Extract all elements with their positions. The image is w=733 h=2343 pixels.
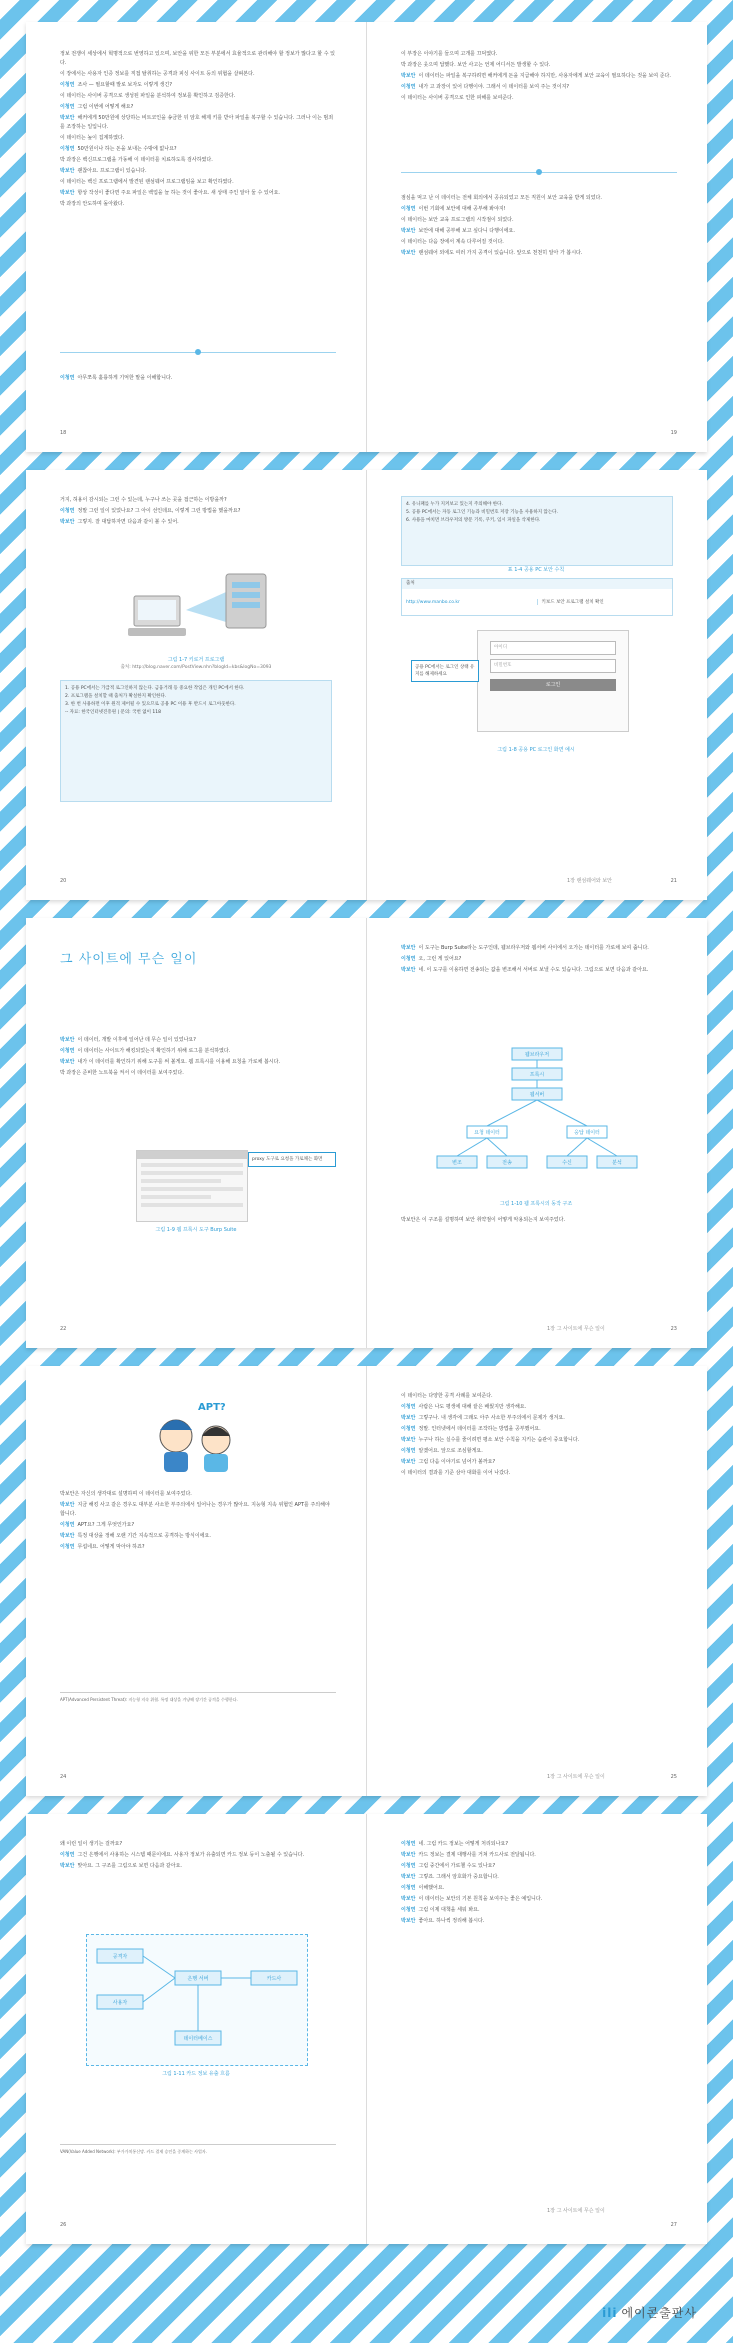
tip-item: -- 자료: 한국인터넷진흥원 | 문의: 국번 없이 118	[65, 710, 161, 715]
paragraph: 박 과장은 웃으며 답했다. 보안 사고는 언제 어디서든 발생할 수 있다.	[401, 62, 551, 68]
table-cell[interactable]: http://www.manbo.co.kr	[406, 599, 460, 605]
paragraph: 이청연 아무쪼록 훌륭하게 기억한 말을 이해합니다.	[60, 375, 173, 381]
page-body	[60, 374, 336, 385]
book-spread-3	[26, 918, 707, 1348]
paragraph: 박보안 항상 작성이 좋다면 주요 파일은 백업을 늘 하는 것이 좋아요. 새 상태 주인 알아 둘 수 있어요.	[60, 190, 280, 196]
paragraph: 이청연 조사 — 필요할때 발로 보자도 이렇게 생긴?	[60, 82, 172, 88]
paragraph: 박 과장의 안도하며 돌아왔다.	[60, 201, 125, 207]
callout-note: 공용 PC에서는 로그인 상태 유지를 해제하세요	[411, 660, 479, 682]
tip-item: 3. 한 번 사용하면 이후 원격 제어될 수 있으므로 공용 PC 이용 후 반드시 로그아웃한다.	[65, 702, 236, 707]
paragraph: 이 데이터는 높이 집계하였다.	[60, 135, 125, 141]
paragraph: 이 데이터는 백신 프로그램에서 발견된 랜섬웨어 프로그램임을 보고 확인하였다.	[60, 179, 234, 185]
running-head: 1장 랜섬웨어와 보안	[567, 878, 613, 884]
paragraph: 박보안 보안에 대해 공부해 보고 싶다니 다행이에요.	[401, 228, 515, 234]
paragraph: 이 데이터는 사이버 공격으로 생성된 파일을 분석하여 정보를 확인하고 검증한다.	[60, 93, 236, 99]
diagram-node: 카드사	[266, 1976, 282, 1982]
paragraph: 박보안 그렇죠. 그래서 암호화가 중요합니다.	[401, 1874, 499, 1880]
paragraph: 박보안 지금 해킹 사고 같은 경우도 대부분 사소한 부주의에서 일어나는 경우가 많아요. 지능형 지속 위협인 APT를 주의해야 합니다.	[60, 1502, 330, 1517]
login-form-mock	[477, 630, 629, 732]
illustration-label: APT?	[198, 1402, 226, 1413]
page-body	[401, 1392, 677, 1480]
page-right	[367, 22, 707, 452]
running-head: 1장 그 사이트에 무슨 일이	[547, 1774, 605, 1780]
paragraph: 이청연 오, 그런 게 있어요?	[401, 956, 462, 962]
paragraph: 이청연 사람은 나도 평생에 대해 끝은 배웠지만 생각해요.	[401, 1404, 527, 1410]
paragraph: 박보안 이 데이터는 파일을 복구하려면 해커에게 돈을 지급해야 하지만, 사용자에게 보안 교육이 필요하다는 것을 보여 준다.	[401, 73, 671, 79]
paragraph: 이 부장은 이야기를 들으며 고개를 끄덕였다.	[401, 51, 498, 57]
figure-caption: 그림 1-7 키로거 프로그램	[167, 657, 225, 663]
tip-item: 6. 사용을 마치면 브라우저의 방문 기록, 쿠키, 임시 파일을 삭제한다.	[406, 518, 541, 523]
page-right	[367, 470, 707, 900]
page-left	[26, 470, 366, 900]
table-header: 출처	[402, 579, 672, 589]
diagram-node: 전송	[502, 1160, 512, 1166]
keylogger-illustration	[116, 552, 286, 652]
page-number: 24	[60, 1774, 67, 1780]
page-body	[60, 496, 336, 529]
book-spread-5	[26, 1814, 707, 2244]
running-head: 1장 그 사이트에 무슨 일이	[547, 1326, 605, 1332]
page-body	[60, 50, 336, 211]
diagram-node: 수신	[562, 1160, 572, 1166]
diagram-node: 웹브라우저	[524, 1052, 550, 1058]
table-row	[402, 589, 672, 615]
figure-caption: 그림 1-8 공용 PC 로그인 화면 예시	[497, 747, 575, 753]
diagram-node: 사용자	[112, 2000, 128, 2006]
paragraph: 박보안은 자신의 생각대로 설명하며 이 데이터를 보여주었다.	[60, 1491, 192, 1497]
paragraph: 박 과장은 준비한 노트북을 켜서 이 데이터를 보여주었다.	[60, 1070, 184, 1076]
figure-caption: 그림 1-10 웹 프록시의 동작 구조	[499, 1201, 573, 1207]
paragraph: 이청연 이 데이터는 사이트가 해킹되었는지 확인하기 위해 로그를 분석하였다.	[60, 1048, 231, 1054]
paragraph: 박보안 그렇구나. 내 생각에 그래도 아주 사소한 부주의에서 문제가 생겨요.	[401, 1415, 565, 1421]
page-number: 23	[670, 1326, 677, 1332]
running-head: 1장 그 사이트에 무슨 일이	[547, 2208, 605, 2214]
paragraph: 박보안 누구나 하는 실수를 줄이려면 평소 보안 수칙을 지키는 습관이 중요합니다.	[401, 1437, 580, 1443]
paragraph: 박보안 그럼 다음 이야기로 넘어가 볼까요?	[401, 1459, 496, 1465]
tip-item: 4. 유니패를 누가 지켜보고 있는지 주의해야 한다.	[406, 502, 503, 507]
diagram-node: 은행 서버	[187, 1976, 209, 1982]
diagram-node: 요청 데이터	[474, 1130, 500, 1136]
paragraph: 박보안은 이 구조를 설명하며 보안 취약점이 어떻게 악용되는지 보여주었다.	[401, 1217, 566, 1223]
paragraph: 왜 이런 일이 생기는 걸까요?	[60, 1841, 123, 1847]
tips-box	[60, 680, 332, 802]
page-left	[26, 1814, 366, 2244]
figure-caption: 그림 1-11 카드 정보 유출 흐름	[162, 2071, 230, 2077]
page-body	[401, 944, 677, 977]
paragraph: 이청연 알겠어요. 앞으로 조심할게요.	[401, 1448, 483, 1454]
card-flow-diagram	[86, 1934, 308, 2066]
footnote: APT(Advanced Persistent Threat): 지능형 지속 위협. 특정 대상을 겨냥해 장기간 공격을 수행한다.	[60, 1697, 238, 1702]
paragraph: 이 데이터는 다양한 공격 사례를 보여준다.	[401, 1393, 493, 1399]
paragraph: 이청연 무섭네요. 어떻게 막아야 하죠?	[60, 1544, 145, 1550]
table-cell: 키보드 보안 프로그램 설치 확인	[537, 599, 673, 605]
page-number: 27	[670, 2222, 677, 2228]
figure-source: 출처: http://blog.naver.com/PostView.nhn?blogId=kbs&logNo=3093	[120, 665, 272, 670]
page-body	[401, 1840, 677, 1928]
diagram-node: 웹서버	[529, 1092, 545, 1098]
book-spread-1	[26, 22, 707, 452]
page-body	[60, 1490, 336, 1554]
paragraph: 이청연 그럼 이제 대책을 세워 봐요.	[401, 1907, 480, 1913]
section-divider	[401, 172, 677, 173]
paragraph: 박보안 괜찮아요. 프로그램이 있습니다.	[60, 168, 147, 174]
book-spread-2	[26, 470, 707, 900]
reference-table	[401, 578, 673, 616]
diagram-node: 분석	[612, 1160, 622, 1166]
callout-note: proxy 도구로 요청을 가로채는 화면	[248, 1152, 336, 1167]
page-right	[367, 1366, 707, 1796]
paragraph: 이청연 네. 그럼 카드 정보는 어떻게 처리되나요?	[401, 1841, 508, 1847]
paragraph: 이청연 APT요? 그게 무엇인가요?	[60, 1522, 135, 1528]
page-number: 21	[670, 878, 677, 884]
paragraph: 박보안 랜섬웨어 외에도 여러 가지 공격이 있습니다. 앞으로 천천히 알아 가 봅시다.	[401, 250, 583, 256]
section-divider	[60, 352, 336, 353]
page-body	[401, 50, 677, 105]
paragraph: 이청연 그럼 중간에서 가로챌 수도 있나요?	[401, 1863, 496, 1869]
page-number: 18	[60, 430, 67, 436]
paragraph: 거지, 허용이 감시되는 그런 수 있는데, 누구나 쓰는 곳을 접근하는 이방을까?	[60, 497, 227, 503]
tip-item: 1. 공용 PC에서는 가급적 로그인하지 않는다. 금융거래 등 중요한 작업은 개인 PC에서 한다.	[65, 686, 245, 691]
page-right	[367, 918, 707, 1348]
paragraph: 이청연 이해했어요.	[401, 1885, 445, 1891]
paragraph: 박보안 이 데이터는 보안의 기본 원칙을 보여주는 좋은 예입니다.	[401, 1896, 543, 1902]
proxy-flow-diagram	[427, 1046, 647, 1196]
paragraph: 이청연 정말. 인터넷에서 데이터를 조작하는 방법을 공부했어요.	[401, 1426, 541, 1432]
paragraph: 박보안 네. 이 도구를 이용하면 전송되는 값을 변조해서 서버로 보낼 수도 있습니다. 그림으로 보면 다음과 같아요.	[401, 967, 649, 973]
diagram-node: 응답 데이터	[574, 1130, 600, 1136]
table-caption: 표 1-4 공용 PC 보안 수칙	[507, 567, 565, 573]
paragraph: 이 데이터는 보안 교육 프로그램의 시작점이 되었다.	[401, 217, 514, 223]
paragraph: 박보안 해커에게 50만원에 상당하는 비트코인을 송금한 뒤 암호 해제 키를 받아 파일을 복구할 수 있습니다. 그러나 이는 범죄를 조장하는 일입니다.	[60, 115, 334, 130]
paragraph: 박보안 이 도구는 Burp Suite라는 도구인데, 웹브라우저와 웹서버 사이에서 오가는 데이터를 가로채 보여 줍니다.	[401, 945, 649, 951]
page-body	[401, 194, 677, 260]
proxy-screenshot	[136, 1150, 248, 1222]
login-button[interactable]: 로그인	[490, 679, 616, 691]
paragraph: 박보안 맞아요. 그 구조를 그림으로 보면 다음과 같아요.	[60, 1863, 182, 1869]
paragraph: 이청연 이번 기회에 보안에 대해 공부해 봐야지!	[401, 206, 506, 212]
paragraph: 이청연 그럼 이번에 어떻게 해요?	[60, 104, 134, 110]
publisher-logo: ili 에이콘출판사	[602, 2306, 697, 2320]
paragraph: 이 장에서는 사용자 인증 정보를 직접 탈취하는 공격과 피싱 사이트 등의 위협을 살펴본다.	[60, 71, 255, 77]
page-right	[367, 1814, 707, 2244]
page-number: 25	[670, 1774, 677, 1780]
tip-item: 5. 공용 PC에서는 자동 로그인 기능과 비밀번호 저장 기능을 사용하지 않는다.	[406, 510, 558, 515]
paragraph: 박보안 내가 이 데이터를 확인하기 위해 도구를 써 볼게요. 웹 프록시를 이용해 요청을 가로채 봅시다.	[60, 1059, 281, 1065]
paragraph: 박보안 카드 정보는 결제 대행사를 거쳐 카드사로 전달됩니다.	[401, 1852, 536, 1858]
chapter-title: 그 사이트에 무슨 일이	[60, 952, 198, 967]
page-body	[401, 1216, 677, 1227]
diagram-node: 공격자	[112, 1954, 128, 1960]
characters-illustration	[136, 1396, 256, 1476]
diagram-node: 데이터베이스	[183, 2036, 213, 2042]
paragraph: 이청연 내가 고 과장이 있어 다행이야. 그래서 이 데이터를 보여 주는 것이지?	[401, 84, 570, 90]
paragraph: 박보안 이 데이터, 개발 이후에 일어난 데 무슨 일이 있었나요?	[60, 1037, 196, 1043]
paragraph: 이청연 정말 그런 일이 있었나요? 그 아이 선인데요, 이렇게 그런 방법을 했을까요?	[60, 508, 241, 514]
page-left	[26, 1366, 366, 1796]
figure-caption: 그림 1-9 웹 프록시 도구 Burp Suite	[155, 1227, 237, 1233]
paragraph: 이 데이터의 결과를 기준 삼아 대화를 이어 나갔다.	[401, 1470, 511, 1476]
paragraph: 이청연 그건 은행에서 사용하는 시스템 때문이에요. 사용자 정보가 유출되면 카드 정보 등이 노출될 수 있습니다.	[60, 1852, 305, 1858]
book-spread-4	[26, 1366, 707, 1796]
page-body	[60, 1840, 336, 1873]
page-number: 19	[670, 430, 677, 436]
page-left	[26, 918, 366, 1348]
page-number: 20	[60, 878, 67, 884]
tip-item: 2. 프로그램을 설치할 때 출처가 확실한지 확인한다.	[65, 694, 167, 699]
id-field[interactable]: 아이디	[490, 641, 616, 655]
page-left	[26, 22, 366, 452]
footnote: VAN(Value Added Network): 부가가치통신망. 카드 결제 승인을 중계하는 사업자.	[60, 2149, 207, 2154]
tips-box	[401, 496, 673, 566]
paragraph: 정보 전쟁이 세상에서 혁명적으로 번영하고 있으며, 보안을 위한 모든 부분에서 효율적으로 관리해야 할 정보가 많다고 할 수 있다.	[60, 51, 335, 66]
page-number: 26	[60, 2222, 67, 2228]
diagram-node: 변조	[452, 1160, 462, 1166]
paragraph: 이 데이터는 다음 장에서 계속 다루어질 것이다.	[401, 239, 504, 245]
paragraph: 이청연 50만원이나 하는 돈을 보내는 수밖에 없나요?	[60, 146, 177, 152]
page-body	[60, 1036, 336, 1080]
paragraph: 점심을 먹고 난 이 데이터는 전체 회의에서 공유되었고 모든 직원이 보안 교육을 받게 되었다.	[401, 195, 602, 201]
diagram-node: 프록시	[529, 1072, 545, 1078]
paragraph: 이 데이터는 사이버 공격으로 인한 피해를 보여준다.	[401, 95, 514, 101]
password-field[interactable]: 비밀번호	[490, 659, 616, 673]
paragraph: 박보안 그렇지. 잘 대답하자면 다음과 같이 볼 수 있어.	[60, 519, 179, 525]
paragraph: 박보안 특정 대상을 정해 오랜 기간 지속적으로 공격하는 방식이에요.	[60, 1533, 211, 1539]
paragraph: 박 과장은 백신프로그램을 가동해 이 데이터를 치료하도록 검사하였다.	[60, 157, 213, 163]
paragraph: 박보안 좋아요. 하나씩 정리해 봅시다.	[401, 1918, 485, 1924]
page-number: 22	[60, 1326, 67, 1332]
